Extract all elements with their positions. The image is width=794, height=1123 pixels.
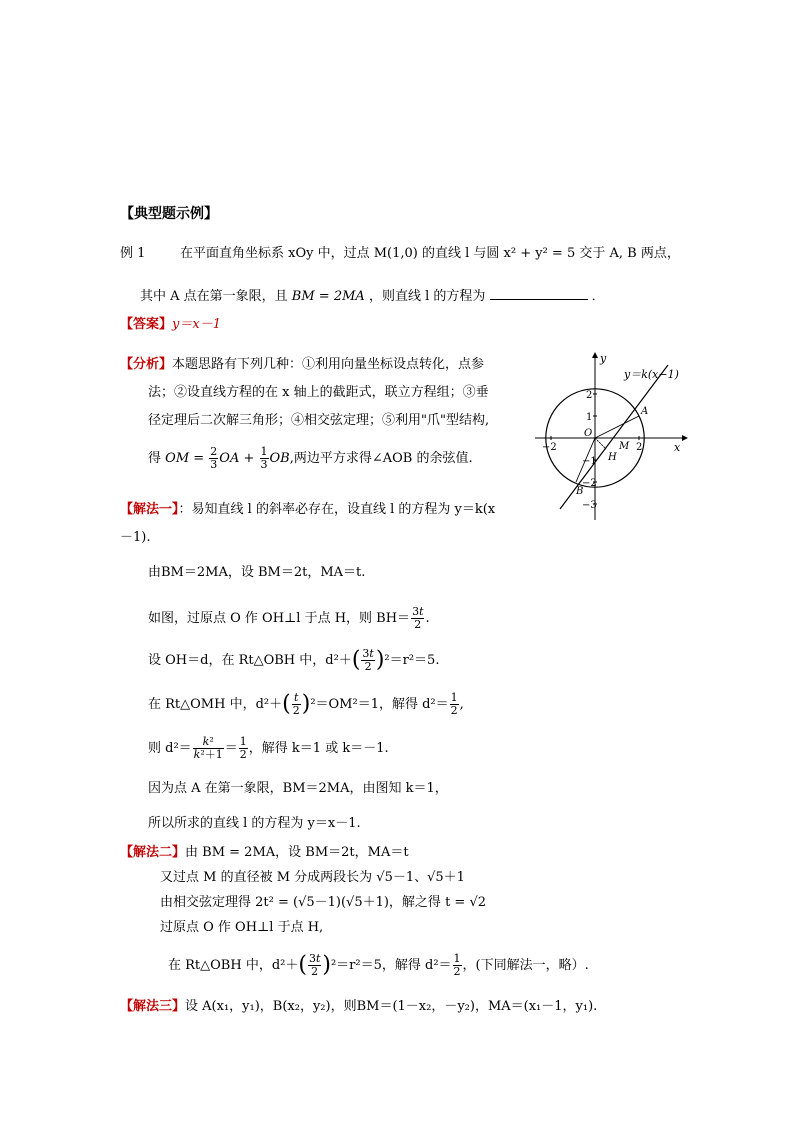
method2-line-5-tail: ²＝r²＝5，解得 d²＝ <box>330 958 452 973</box>
method1-label: 【解法一】 <box>120 502 179 517</box>
example-label: 例 1 <box>120 246 146 261</box>
method1-step-5: 则 d²＝ $\frac{\text{k²}}{\text{k²＋1}}$ ＝ $\frac{1}{2}$ ，解得 k＝1 或 k＝－1. <box>148 735 389 761</box>
x-axis-label: x <box>674 441 681 454</box>
analysis-line-3: 径定理后二次解三角形；④相交弦定理；⑤利用"爪"型结构, <box>148 413 490 428</box>
method1-step-1: 由BM＝2MA，设 BM＝2t，MA＝t. <box>148 565 366 580</box>
fraction-one-half: $\frac{1}{2}$ <box>450 691 458 717</box>
example-line-2 <box>140 287 605 306</box>
method1-step-5-text: 则 d²＝ <box>148 741 192 756</box>
section-title: 【典型题示例】 <box>120 206 218 222</box>
fraction-one-third: $\frac{1}{3}$ <box>260 445 268 471</box>
x-tick-2: 2 <box>636 442 643 453</box>
analysis-line-4-post: ,两边平方求得∠AOB 的余弦值. <box>289 451 473 466</box>
answer-row <box>120 316 221 334</box>
method1-step-4-text: 在 Rt△OMH 中，d²＋ <box>148 697 283 712</box>
x-tick-neg2: −2 <box>542 442 557 453</box>
method2-label: 【解法二】 <box>120 845 186 860</box>
method1-line-1 <box>120 501 495 519</box>
fraction-two-thirds: $\frac{2}{3}$ <box>210 445 218 471</box>
method1-step-5-tail: ，解得 k＝1 或 k＝－1. <box>248 741 389 756</box>
method3-line-1 <box>120 998 597 1016</box>
y-tick-2: 2 <box>586 390 593 401</box>
point-o-label: O <box>584 428 593 439</box>
example-vector-condition: BM = 2MA <box>291 289 365 304</box>
fraction-k2-over-k2-plus-1: $\frac{\text{k²}}{\text{k²＋1}}$ <box>193 735 223 761</box>
vector-ob: OB <box>269 451 290 466</box>
example-line-2-pre: 其中 A 点在第一象限，且 <box>140 289 288 304</box>
method1-text-1: ：易知直线 l 的斜率必存在，设直线 l 的方程为 y＝k(x <box>178 502 496 517</box>
fraction-t-over-2: $\frac{t}{2}$ <box>292 691 300 717</box>
method1-step-6: 因为点 A 在第一象限，BM＝2MA，由图知 k＝1， <box>148 781 448 796</box>
fraction-one-half-b: $\frac{1}{2}$ <box>239 735 247 761</box>
y-tick-neg3: −3 <box>582 500 597 511</box>
method2-line-1 <box>120 844 409 862</box>
fraction-3t-over-2-c: $\frac{3t}{2}$ <box>308 952 321 978</box>
answer-label: 【答案】 <box>120 317 173 332</box>
method2-line-4: 过原点 O 作 OH⊥l 于点 H, <box>160 920 324 935</box>
example-line-2-end: ． <box>591 289 605 304</box>
answer-value: y＝x－1 <box>172 317 221 332</box>
method2-line-5: 在 Rt△OBH 中，d²＋( $\frac{3t}{2}$ )²＝r²＝5，解得 d²＝ $\frac{1}{2}$ ，(下同解法一，略）. <box>168 952 589 978</box>
method3-text-1: 设 A(x₁，y₁)，B(x₂，y₂)，则BM＝(1－x₂，－y₂)，MA＝(x₁－1，y₁). <box>185 999 598 1014</box>
answer-blank <box>490 287 588 300</box>
method1-step-2: 如图，过原点 O 作 OH⊥l 于点 H，则 BH＝ $\frac{3t}{2}$ . <box>148 605 430 631</box>
y-tick-neg2: −2 <box>582 478 597 489</box>
y-tick-neg1: −1 <box>582 456 597 467</box>
method2-line-5-text: 在 Rt△OBH 中，d²＋ <box>168 958 299 973</box>
method2-text-1: 由 BM = 2MA，设 BM＝2t，MA＝t <box>185 845 409 860</box>
y-axis-label: y <box>600 352 607 365</box>
method1-step-2-text: 如图，过原点 O 作 OH⊥l 于点 H，则 BH＝ <box>148 611 411 626</box>
method1-step-3: 设 OH＝d，在 Rt△OBH 中，d²＋( $\frac{3t}{2}$ )²＝r²＝5. <box>148 647 440 673</box>
method1-step-4: 在 Rt△OMH 中，d²＋( $\frac{t}{2}$ )²＝OM²＝1，解得 d²＝ $\frac{1}{2}$ , <box>148 691 464 717</box>
vector-om: OM <box>165 451 190 466</box>
fraction-3t-over-2: $\frac{3t}{2}$ <box>412 605 424 631</box>
analysis-label: 【分析】 <box>120 357 173 372</box>
y-tick-1: 1 <box>586 412 593 423</box>
fraction-3t-over-2-b: $\frac{3t}{2}$ <box>362 647 374 673</box>
geometry-figure <box>510 348 690 528</box>
example-line-2-post: ，则直线 l 的方程为 <box>368 289 486 304</box>
method2-line-3: 由相交弦定理得 2t² = (√5－1)(√5＋1)，解之得 t = √2 <box>160 895 487 910</box>
point-b-label: B <box>576 486 584 497</box>
method1-step-3-tail: ²＝r²＝5. <box>384 653 440 668</box>
method1-step-3-text: 设 OH＝d，在 Rt△OBH 中，d²＋ <box>148 653 352 668</box>
method3-label: 【解法三】 <box>120 999 186 1014</box>
analysis-line-2: 法；②设直线方程的在 x 轴上的截距式，联立方程组；③垂 <box>148 385 489 400</box>
method1-step-7: 所以所求的直线 l 的方程为 y＝x－1. <box>148 816 361 831</box>
method2-line-2: 又过点 M 的直径被 M 分成两段长为 √5－1、√5＋1 <box>160 870 465 885</box>
point-a-label: A <box>641 406 649 417</box>
analysis-line-4-pre: 得 <box>148 451 162 466</box>
vector-oa: OA <box>219 451 240 466</box>
analysis-line-4: 得 OM = $\frac{2}{3}$ OA + $\frac{1}{3}$ OB,两边平方求得∠AOB 的余弦值. <box>148 445 473 471</box>
point-m-label: M <box>619 441 630 452</box>
method1-line-1b: －1). <box>120 530 151 545</box>
fraction-one-half-c: $\frac{1}{2}$ <box>453 952 461 978</box>
example-line-1: 在平面直角坐标系 xOy 中，过点 M(1,0) 的直线 l 与圆 x² + y² = 5 交于 A, B 两点， <box>180 246 680 261</box>
line-equation-label: y＝k(x−1) <box>624 368 679 381</box>
analysis-line-1 <box>120 356 484 374</box>
point-h-label: H <box>608 452 617 463</box>
method2-line-5-end: ，(下同解法一，略）. <box>462 958 589 973</box>
analysis-text-1: 本题思路有下列几种：①利用向量坐标设点转化，点参 <box>172 357 485 372</box>
method1-step-4-tail: ²＝OM²＝1，解得 d²＝ <box>310 697 449 712</box>
